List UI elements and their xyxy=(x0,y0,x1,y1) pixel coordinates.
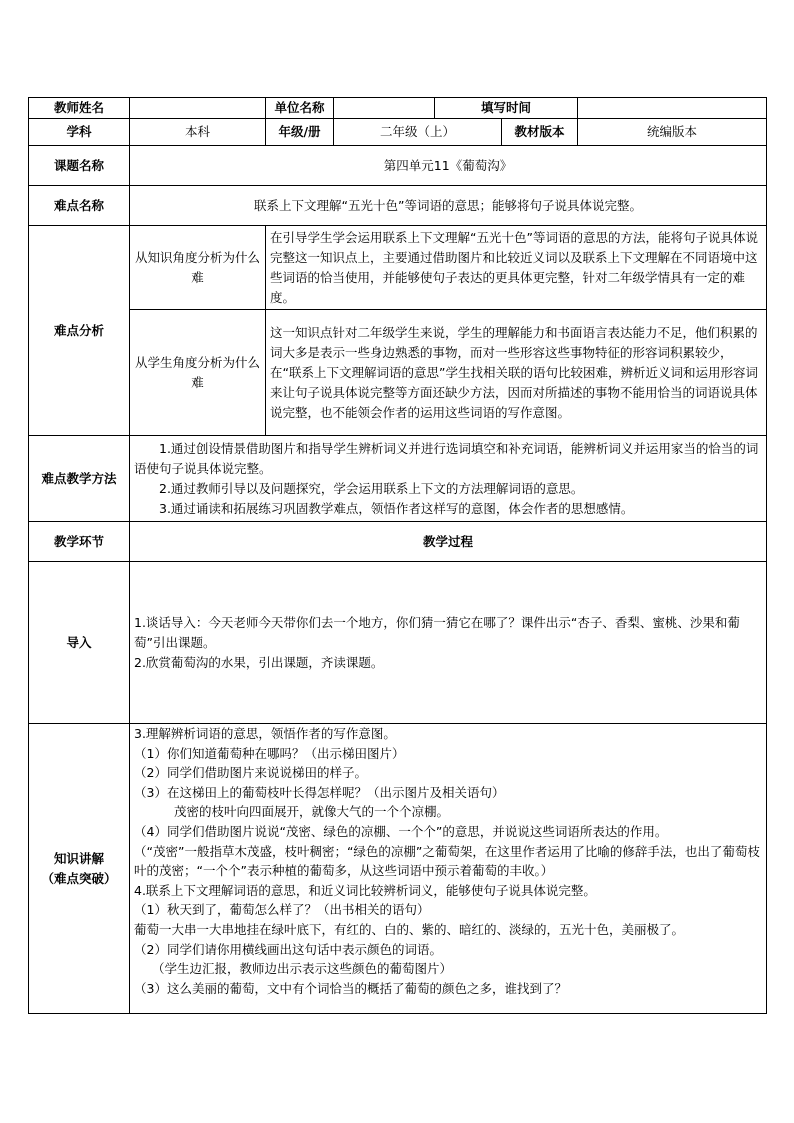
knowledge-line: 4.联系上下文理解词语的意思，和近义词比较辨析词义，能够使句子说具体说完整。 xyxy=(134,882,596,898)
intro-line: 2.欣赏葡萄沟的水果，引出课题，齐读课题。 xyxy=(134,654,384,670)
student-angle-text: 这一知识点针对二年级学生来说，学生的理解能力和书面语言表达能力不足，他们积累的词大多是表示一些身边熟悉的事物，而对一些形容这些事物特征的形容词积累较少，在“联系上下文理解词语的意思”学生找相关联的语句比较困难，辨析近义词和运用形容词来让句子说具体说完整等方面还缺少方法，因而对所描述的事物不能用恰当的词语说具体说完整，也不能领会作者的运用这些词语的写作意图。 xyxy=(266,310,767,436)
difficulty-label: 难点名称 xyxy=(29,186,130,226)
teacher-name-label: 教师姓名 xyxy=(29,98,130,119)
intro-label: 导入 xyxy=(29,562,130,724)
unit-name-value xyxy=(334,98,435,119)
intro-content xyxy=(130,562,767,724)
knowledge-line: （学生边汇报，教师边出示表示这些颜色的葡萄图片） xyxy=(152,961,453,977)
grade-label: 年级/册 xyxy=(266,119,334,146)
row-basic-info xyxy=(29,98,767,119)
teacher-name-value xyxy=(130,98,266,119)
intro-line: 1.谈话导入：今天老师今天带你们去一个地方，你们猜一猜它在哪了？课件出示“杏子、香梨、蜜桃、沙果和葡萄”引出课题。 xyxy=(134,614,740,650)
row-analysis-student xyxy=(29,310,767,436)
difficulty-value: 联系上下文理解“五光十色”等词语的意思；能够将句子说具体说完整。 xyxy=(130,186,767,226)
teaching-stage-header: 教学环节 xyxy=(29,522,130,562)
knowledge-line: （3）在这梯田上的葡萄枝叶长得怎样呢？（出示图片及相关语句） xyxy=(134,784,505,800)
row-difficulty xyxy=(29,186,767,226)
subject-value: 本科 xyxy=(130,119,266,146)
knowledge-content xyxy=(130,724,767,1014)
methods-label: 难点教学方法 xyxy=(29,436,130,522)
topic-value: 第四单元11《葡萄沟》 xyxy=(130,146,767,186)
row-knowledge xyxy=(29,724,767,1014)
row-subject xyxy=(29,119,767,146)
knowledge-line: （1）秋天到了，葡萄怎么样了？（出书相关的语句） xyxy=(134,902,430,918)
knowledge-angle-text: 在引导学生学会运用联系上下文理解“五光十色”等词语的意思的方法，能将句子说具体说完整这一知识点上，主要通过借助图片和比较近义词以及联系上下文理解在不同语境中这些词语的恰当使用，并能够使句子表达的更具体更完整，针对二年级学情具有一定的难度。 xyxy=(266,226,767,310)
unit-name-label: 单位名称 xyxy=(266,98,334,119)
method-item: 2.通过教师引导以及问题探究，学会运用联系上下文的方法理解词语的意思。 xyxy=(159,480,584,496)
row-methods xyxy=(29,436,767,522)
knowledge-line: 茂密的枝叶向四面展开，就像大气的一个个凉棚。 xyxy=(174,804,450,820)
knowledge-label-line2: （难点突破） xyxy=(41,870,117,886)
knowledge-line: （1）你们知道葡萄种在哪吗？（出示梯田图片） xyxy=(134,745,405,761)
methods-content xyxy=(130,436,767,522)
grade-value: 二年级（上） xyxy=(334,119,502,146)
edition-label: 教材版本 xyxy=(502,119,578,146)
knowledge-label-line1: 知识讲解 xyxy=(53,850,104,866)
row-section-header xyxy=(29,522,767,562)
row-intro xyxy=(29,562,767,724)
method-item: 1.通过创设情景借助图片和指导学生辨析词义并进行选词填空和补充词语，能辨析词义并运用家当的恰当的词语使句子说具体说完整。 xyxy=(134,440,759,476)
knowledge-line: （4）同学们借助图片说说“茂密、绿色的凉棚、一个个”的意思，并说说这些词语所表达的作用。 xyxy=(134,823,668,839)
method-item: 3.通过诵读和拓展练习巩固教学难点，领悟作者这样写的意图，体会作者的思想感情。 xyxy=(159,500,634,516)
edition-value: 统编版本 xyxy=(578,119,767,146)
knowledge-line: 3.理解辨析词语的意思，领悟作者的写作意图。 xyxy=(134,726,396,741)
knowledge-line: （“茂密”一般指草木茂盛，枝叶稠密；“绿色的凉棚”之葡萄架，在这里作者运用了比喻的修辞手法，也出了葡萄枝叶的茂密；“一个个”表示种植的葡萄多，从这些词语中预示着葡萄的丰收。） xyxy=(134,843,760,879)
knowledge-line: 葡萄一大串一大串地挂在绿叶底下，有红的、白的、紫的、暗红的、淡绿的，五光十色，美丽极了。 xyxy=(134,921,685,937)
lesson-plan-table xyxy=(28,97,767,1014)
row-analysis-knowledge xyxy=(29,226,767,310)
knowledge-line: （2）同学们借助图片来说说梯田的样子。 xyxy=(134,765,367,781)
fill-date-label: 填写时间 xyxy=(435,98,578,119)
knowledge-line: （2）同学们请你用横线画出这句话中表示颜色的词语。 xyxy=(134,941,442,957)
analysis-label: 难点分析 xyxy=(29,226,130,436)
row-topic xyxy=(29,146,767,186)
subject-label: 学科 xyxy=(29,119,130,146)
student-angle-label: 从学生角度分析为什么难 xyxy=(130,310,266,436)
knowledge-angle-label: 从知识角度分析为什么难 xyxy=(130,226,266,310)
knowledge-label xyxy=(29,724,130,1014)
teaching-process-header: 教学过程 xyxy=(130,522,767,562)
fill-date-value xyxy=(578,98,767,119)
knowledge-line: （3）这么美丽的葡萄，文中有个词恰当的概括了葡萄的颜色之多，谁找到了？ xyxy=(134,980,567,996)
topic-label: 课题名称 xyxy=(29,146,130,186)
